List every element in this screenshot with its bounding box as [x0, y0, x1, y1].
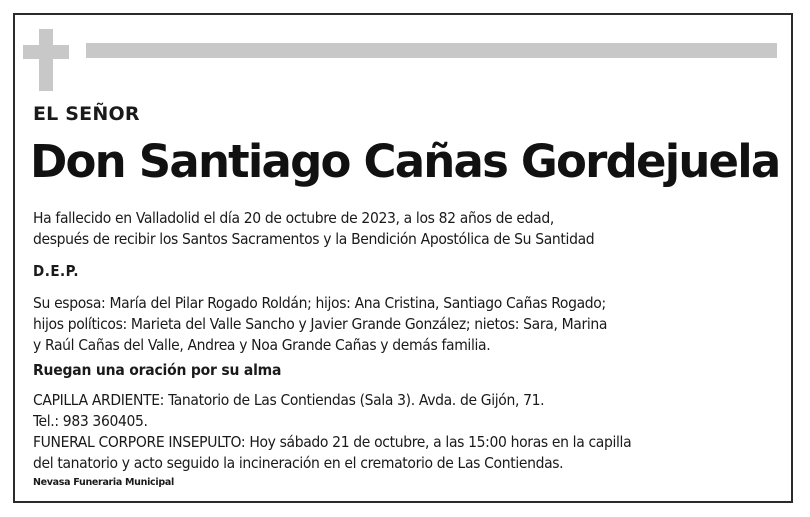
family-line: y Raúl Cañas del Valle, Andrea y Noa Grande Cañas y demás familia.: [33, 336, 491, 354]
dep-label: D.E.P.: [33, 262, 79, 280]
prayer-request: Ruegan una oración por su alma: [33, 361, 282, 379]
service-line: CAPILLA ARDIENTE: Tanatorio de Las Contiendas (Sala 3). Avda. de Gijón, 71.: [33, 391, 545, 409]
announcement-line: después de recibir los Santos Sacramentos y la Bendición Apostólica de Su Santidad: [33, 230, 595, 248]
obituary-notice: [13, 13, 793, 503]
service-details: [33, 390, 631, 474]
family-list: [33, 293, 607, 356]
funeral-home-credit: Nevasa Funeraria Municipal: [33, 477, 174, 488]
service-line: Tel.: 983 360405.: [33, 412, 148, 430]
service-line: del tanatorio y acto seguido la incineración en el crematorio de Las Contiendas.: [33, 454, 564, 472]
family-line: Su esposa: María del Pilar Rogado Roldán; hijos: Ana Cristina, Santiago Cañas Rogado;: [33, 294, 606, 312]
honorific: EL SEÑOR: [33, 103, 140, 125]
cross-icon-vertical: [39, 29, 53, 91]
announcement-line: Ha fallecido en Valladolid el día 20 de octubre de 2023, a los 82 años de edad,: [33, 209, 554, 227]
deceased-name: Don Santiago Cañas Gordejuela: [30, 135, 780, 188]
family-line: hijos políticos: Marieta del Valle Sancho y Javier Grande González; nietos: Sara, Marina: [33, 315, 608, 333]
decorative-bar: [86, 43, 777, 58]
service-line: FUNERAL CORPORE INSEPULTO: Hoy sábado 21 de octubre, a las 15:00 horas en la capilla: [33, 433, 632, 451]
cross-icon-horizontal: [23, 45, 69, 59]
death-announcement: [33, 208, 594, 250]
